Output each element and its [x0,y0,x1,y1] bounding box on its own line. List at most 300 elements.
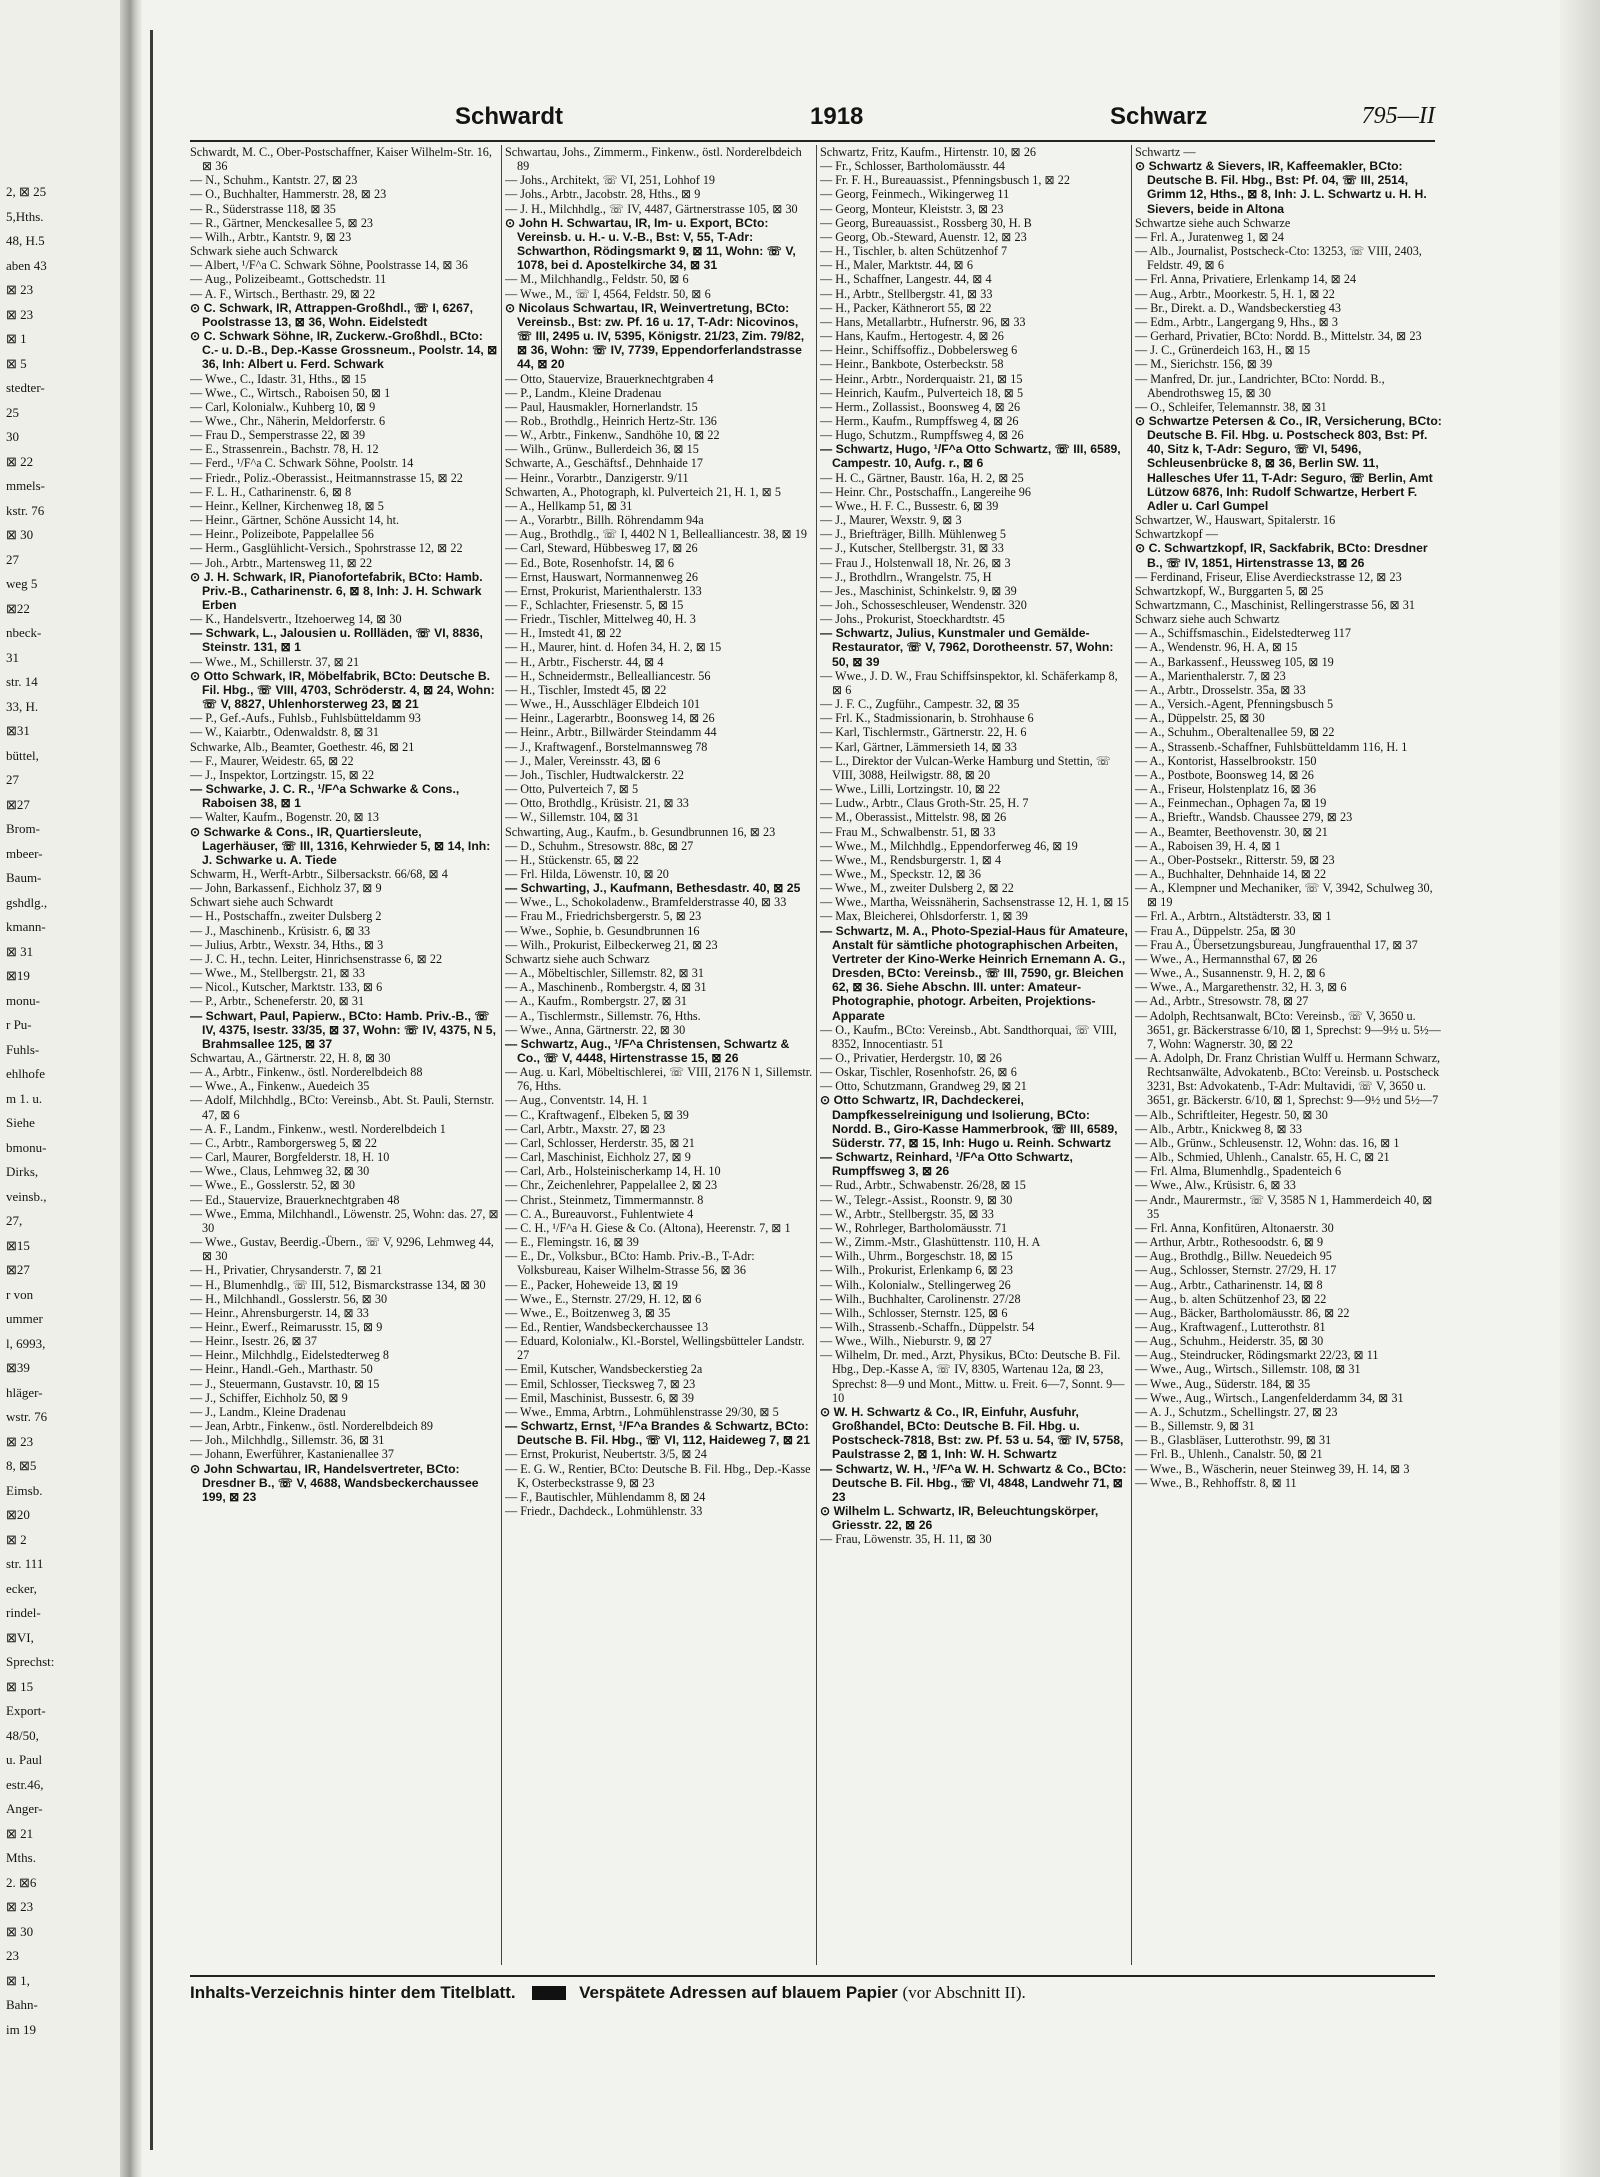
directory-entry: — Alb., Journalist, Postscheck-Cto: 13253, ☏ VIII, 2403, Feldstr. 49, ⊠ 6 [1135,244,1422,273]
directory-entry: — Herm., Zollassist., Boonsweg 4, ⊠ 26 [820,399,1021,414]
directory-entry: — Albert, ¹/F^a C. Schwark Söhne, Poolstrasse 14, ⊠ 36 [190,258,468,273]
previous-page-fragment: 30 [6,429,19,444]
directory-entry: — Frl. Alma, Blumenhdlg., Spadenteich 6 [1135,1164,1342,1179]
directory-entry: Schwarke, Alb., Beamter, Goethestr. 46, ⊠ 21 [190,739,415,754]
directory-entry: — O., Kaufm., BCto: Vereinsb., Abt. Sandthorquai, ☏ VIII, 8352, Innocentiastr. 51 [820,1022,1117,1051]
directory-entry: — P., Arbtr., Scheneferstr. 20, ⊠ 31 [190,994,365,1009]
directory-entry: — Joh., Arbtr., Martensweg 11, ⊠ 22 [190,555,373,570]
previous-page-fragment: ⊠27 [6,796,30,812]
directory-entry: — Julius, Arbtr., Wexstr. 34, Hths., ⊠ 3 [190,937,384,952]
directory-entry: — Oskar, Tischler, Rosenhofstr. 26, ⊠ 6 [820,1065,1017,1080]
directory-entry: — J. H., Milchhdlg., ☏ IV, 4487, Gärtnerstrasse 105, ⊠ 30 [505,201,798,216]
directory-entry: — Wwe., C., Wirtsch., Raboisen 50, ⊠ 1 [190,385,391,400]
header-first-name: Schwardt [455,103,564,130]
directory-entry: — Wwe., Chr., Näherin, Meldorferstr. 6 [190,413,386,428]
directory-entry: — Paul, Hausmakler, Hornerlandstr. 15 [505,399,698,414]
directory-entry: — F., Bautischler, Mühlendamm 8, ⊠ 24 [505,1489,706,1504]
directory-entry: — A., Kontorist, Hasselbrookstr. 150 [1135,753,1317,768]
directory-entry: ⊙ John Schwartau, IR, Handelsvertreter, BCto: Dresdner B., ☏ V, 4688, Wandsbeckerchaussee 199, ⊠ 23 [190,1461,479,1504]
directory-entry: Schwartz, Fritz, Kaufm., Hirtenstr. 10, ⊠ 26 [820,145,1037,159]
directory-entry: — A., Strassenb.-Schaffner, Fuhlsbütteldamm 116, H. 1 [1135,739,1408,754]
directory-entry: ⊙ Wilhelm L. Schwartz, IR, Beleuchtungskörper, Griesstr. 22, ⊠ 26 [820,1504,1099,1533]
previous-page-fragment: 27, [6,1213,23,1228]
directory-entry: — Wwe., Aug., Wirtsch., Sillemstr. 108, ⊠ 31 [1135,1362,1361,1377]
directory-entry: — F. L. H., Catharinenstr. 6, ⊠ 8 [190,484,352,499]
previous-page-fragment: ⊠ 30 [6,1923,34,1939]
previous-page-fragment: ecker, [6,1580,37,1596]
previous-page-fragment: ⊠ 21 [6,1825,34,1841]
directory-entry: Schwart siehe auch Schwardt [190,895,334,910]
previous-page-fragment: 27 [6,551,19,567]
directory-entry: — Joh., Tischler, Hudtwalckerstr. 22 [505,767,684,782]
directory-entry: — O., Schleifer, Telemannstr. 38, ⊠ 31 [1135,399,1327,414]
directory-entry: — Wwe., E., Sternstr. 27/29, H. 12, ⊠ 6 [505,1291,702,1306]
page-header [190,95,1435,142]
directory-entry: — A., Feinmechan., Ophagen 7a, ⊠ 19 [1135,796,1327,811]
previous-page-fragment: ⊠27 [6,1262,30,1277]
directory-entry: — M., Milchhandlg., Feldstr. 50, ⊠ 6 [505,272,689,287]
footer-late-addresses-note: Verspätete Adressen auf blauem Papier [579,1983,898,2002]
directory-entry: — Heinrich, Kaufm., Pulverteich 18, ⊠ 5 [820,385,1024,400]
directory-entry: Schwarm, H., Werft-Arbtr., Silbersackstr. 66/68, ⊠ 4 [190,866,448,881]
previous-page-fragment: wstr. 76 [6,1409,48,1424]
directory-entry: — A., Marienthalerstr. 7, ⊠ 23 [1135,668,1286,683]
directory-entry: — Heinr., Ahrensburgerstr. 14, ⊠ 33 [190,1305,369,1320]
directory-entry: — Frau M., Schwalbenstr. 51, ⊠ 33 [820,824,996,839]
directory-entry: — Wwe., H., Ausschläger Elbdeich 101 [505,697,701,712]
previous-page-fragment: nbeck- [6,625,42,640]
directory-entry: Schwardt, M. C., Ober-Postschaffner, Kaiser Wilhelm-Str. 16, ⊠ 36 [190,145,492,174]
directory-entry: — Wwe., J. D. W., Frau Schiffsinspektor, kl. Schäferkamp 8, ⊠ 6 [820,668,1118,697]
previous-page-fragment: Baum- [6,870,42,885]
directory-entry: — Schwartz, M. A., Photo-Spezial-Haus für Amateure, Anstalt für sämtliche photographischen Arbeiten, Vertreter der Kino-Werke Heinrich Ernemann A. G., Dresden, BCto: Vereinsb., ☏ III, 7590, gr. Bleichen 62, ⊠ 36. Siehe Abschn. III. unter: Amateur-Photographie, photogr. Arbeiten, Projektions-Apparate [820,923,1128,1023]
page-number: 795—II [1361,103,1435,129]
directory-entry: — Wwe., Wilh., Nieburstr. 9, ⊠ 27 [820,1334,992,1349]
directory-entry: — Adolph, Rechtsanwalt, BCto: Vereinsb., ☏ V, 3650 u. 3651, gr. Bäckerstrasse 6/10, ⊠ 1, Sprechst: 9—9½ u. 5½—7, Wohn: Wagnerstr. 30, ⊠ 22 [1135,1008,1441,1051]
previous-page-fragment: 25 [6,404,19,420]
directory-entry: — Nicol., Kutscher, Marktstr. 133, ⊠ 6 [190,980,383,995]
directory-entry: — H., Blumenhdlg., ☏ III, 512, Bismarckstrasse 134, ⊠ 30 [190,1277,486,1292]
previous-page-fragment: ⊠20 [6,1507,30,1522]
previous-page-fragment: r Pu- [6,1017,32,1032]
directory-columns [190,145,1442,1965]
directory-entry: — A. J., Schutzm., Schellingstr. 27, ⊠ 23 [1135,1404,1338,1419]
previous-page-edge [0,0,120,2177]
directory-entry: — H., Arbtr., Stellbergstr. 41, ⊠ 33 [820,286,993,301]
directory-entry: — Schwart, Paul, Papierw., BCto: Hamb. Priv.-B., ☏ IV, 4375, Isestr. 33/35, ⊠ 37, Wohn: ☏ IV, 4375, N 5, Brahmsallee 125, ⊠ 37 [190,1008,496,1051]
previous-page-fragment: Fuhls- [6,1041,40,1057]
directory-entry: Schwartzer, W., Hauswart, Spitalerstr. 16 [1135,513,1336,528]
directory-entry: — W., Telegr.-Assist., Roonstr. 9, ⊠ 30 [820,1192,1013,1207]
previous-page-fragment: 23 [6,1948,19,1963]
directory-entry: — K., Handelsvertr., Itzehoerweg 14, ⊠ 30 [190,612,402,627]
directory-entry: — Schwartz, Julius, Kunstmaler und Gemälde-Restaurator, ☏ V, 7962, Dorotheenstr. 57, Wohn: 50, ⊠ 39 [820,626,1114,669]
right-page-edge [1560,0,1600,2177]
directory-entry: ⊙ Otto Schwartz, IR, Dachdeckerei, Dampfkesselreinigung und Isolierung, BCto: Nordd. B., Giro-Kasse Hammerbrook, ☏ III, 6589, Süderstr. 77, ⊠ 15, Inh: Hugo u. Reinh. Schwartz [820,1093,1118,1150]
directory-entry: — Eduard, Kolonialw., Kl.-Borstel, Wellingsbütteler Landstr. 27 [505,1334,805,1363]
previous-page-fragment: ⊠ 23 [6,306,34,322]
directory-entry: — Johann, Ewerführer, Kastanienallee 37 [190,1447,394,1462]
directory-entry: — Wwe., C., Idastr. 31, Hths., ⊠ 15 [190,371,367,386]
directory-entry: — H., Maler, Marktstr. 44, ⊠ 6 [820,258,973,273]
previous-page-fragment: 27 [6,772,19,787]
directory-entry: — Jes., Maschinist, Schinkelstr. 9, ⊠ 39 [820,583,1017,598]
previous-page-fragment: l, 6993, [6,1335,46,1351]
footer-index-note: Inhalts-Verzeichnis hinter dem Titelblatt. [190,1983,516,2002]
directory-entry: — Carl, Arb., Holsteinischerkamp 14, H. 10 [505,1164,721,1179]
directory-entry: — Christ., Steinmetz, Timmermannstr. 8 [505,1192,704,1207]
column-3 [820,145,1130,1965]
directory-entry: — Wwe., Emma, Arbtrn., Lohmühlenstrasse 29/30, ⊠ 5 [505,1404,779,1419]
column-4 [1135,145,1445,1965]
directory-entry: — Heinr., Ewerf., Reimarusstr. 15, ⊠ 9 [190,1319,383,1334]
directory-entry: — B., Glasbläser, Lutterothstr. 99, ⊠ 31 [1135,1433,1332,1448]
directory-entry: — Wwe., A., Hermannsthal 67, ⊠ 26 [1135,951,1318,966]
directory-entry: — Frau A., Düppelstr. 25a, ⊠ 30 [1135,923,1296,938]
directory-entry: — Schwartz, Reinhard, ¹/F^a Otto Schwartz, Rumpffsweg 3, ⊠ 26 [820,1150,1073,1179]
directory-entry: — Alb., Schriftleiter, Hegestr. 50, ⊠ 30 [1135,1107,1328,1122]
previous-page-fragment: str. 111 [6,1556,44,1571]
directory-entry: — Hugo, Schutzm., Rumpffsweg 4, ⊠ 26 [820,428,1024,443]
directory-entry: — Frau A., Übersetzungsbureau, Jungfrauenthal 17, ⊠ 37 [1135,937,1418,952]
directory-entry: — A., Maschinenb., Rombergstr. 4, ⊠ 31 [505,980,707,995]
directory-entry: — A., Arbtr., Finkenw., östl. Norderelbdeich 88 [190,1065,423,1080]
directory-entry: — C. A., Bureauvorst., Fuhlentwiete 4 [505,1206,694,1221]
previous-page-fragment: 48/50, [6,1727,39,1743]
directory-entry: ⊙ C. Schwark Söhne, IR, Zuckerw.-Großhdl., BCto: C.- u. D.-B., Dep.-Kasse Grossneum., Poolstr. 14, ⊠ 36, Inh: Albert u. Ferd. Schwark [190,329,498,372]
directory-entry: — Fr., Schlosser, Bartholomäusstr. 44 [820,159,1006,174]
previous-page-fragment: 31 [6,649,19,665]
directory-entry: ⊙ C. Schwark, IR, Attrappen-Großhdl., ☏ I, 6267, Poolstrasse 13, ⊠ 36, Wohn. Eidelstedt [190,300,474,329]
directory-entry: — H., Imstedt 41, ⊠ 22 [505,626,622,641]
directory-entry: ⊙ W. H. Schwartz & Co., IR, Einfuhr, Ausfuhr, Großhandel, BCto: Deutsche B. Fil. Hbg. u. Postscheck-7818, Bst: zw. Pf. 53 u. 54, ☏ IV, 5758, Paulstrasse 2, ⊠ 1, Inh: W. H. Schwartz [820,1404,1124,1462]
previous-page-fragment: 2, ⊠ 25 [6,184,47,199]
directory-entry: Schwartzmann, C., Maschinist, Rellingerstrasse 56, ⊠ 31 [1135,598,1415,612]
directory-entry: — H., Schneidermstr., Bellealliancestr. 56 [505,668,711,683]
previous-page-fragment: ⊠15 [6,1237,30,1253]
previous-page-fragment: ⊠ 30 [6,527,34,542]
previous-page-fragment: 2. ⊠6 [6,1874,37,1890]
previous-page-fragment: ⊠VI, [6,1629,34,1645]
directory-entry: — F., Maurer, Weidestr. 65, ⊠ 22 [190,753,354,768]
directory-entry: — Aug., Schuhm., Heiderstr. 35, ⊠ 30 [1135,1334,1324,1349]
directory-entry: — A., Tischlermstr., Sillemstr. 76, Hths. [505,1008,701,1023]
directory-entry: — A. F., Wirtsch., Berthastr. 29, ⊠ 22 [190,286,376,301]
directory-entry: — Manfred, Dr. jur., Landrichter, BCto: Nordd. B., Abendrothsweg 15, ⊠ 30 [1135,371,1385,400]
directory-entry: — Rob., Brothdlg., Heinrich Hertz-Str. 136 [505,413,717,428]
directory-entry: — Wwe., M., Speckstr. 12, ⊠ 36 [820,866,981,881]
previous-page-fragment: gshdlg., [6,894,48,910]
directory-entry: — Alb., Grünw., Schleusenstr. 12, Wohn: das. 16, ⊠ 1 [1135,1135,1400,1150]
directory-entry: — Frl. B., Uhlenh., Canalstr. 50, ⊠ 21 [1135,1447,1323,1462]
previous-page-fragment: ⊠ 23 [6,1433,34,1449]
directory-entry: — H., Tischler, b. alten Schützenhof 7 [820,244,1008,259]
directory-entry: — A., Ober-Postsekr., Ritterstr. 59, ⊠ 23 [1135,852,1335,867]
directory-entry: — Carl, Schlosser, Herderstr. 35, ⊠ 21 [505,1135,695,1150]
directory-entry: — Alb., Arbtr., Knickweg 8, ⊠ 33 [1135,1121,1302,1136]
directory-entry: — H., Postschaffn., zweiter Dulsberg 2 [190,909,382,924]
directory-entry: — H. C., Gärtner, Baustr. 16a, H. 2, ⊠ 25 [820,470,1024,485]
previous-page-fragment: Mths. [6,1850,36,1865]
directory-entry: — A., Vorarbtr., Billh. Röhrendamm 94a [505,513,704,528]
directory-entry: Schwartze siehe auch Schwarze [1135,215,1291,230]
footer-section-note: (vor Abschnitt II). [902,1983,1026,2002]
directory-entry: — Aug., Arbtr., Moorkestr. 5, H. 1, ⊠ 22 [1135,286,1335,301]
directory-entry: — H., Privatier, Chrysanderstr. 7, ⊠ 21 [190,1263,383,1278]
directory-entry: — A., Schuhm., Oberaltenallee 59, ⊠ 22 [1135,725,1335,740]
directory-entry: — Schwarting, J., Kaufmann, Bethesdastr. 40, ⊠ 25 [505,881,801,896]
directory-entry: — John, Barkassenf., Eichholz 37, ⊠ 9 [190,881,382,896]
directory-entry: — C., Kraftwagenf., Elbeken 5, ⊠ 39 [505,1107,689,1122]
directory-entry: — Gerhard, Privatier, BCto: Nordd. B., Mittelstr. 34, ⊠ 23 [1135,329,1422,344]
directory-entry: ⊙ John H. Schwartau, IR, Im- u. Export, BCto: Vereinsb. u. H.- u. V.-B., Bst: V, 55, T-Adr: Schwarthon, Rödingsmarkt 9, ⊠ 11, Wohn: ☏ V, 1078, bei d. Apostelkirche 34, ⊠ 31 [505,215,796,273]
directory-entry: — Joh., Milchhdlg., Sillemstr. 36, ⊠ 31 [190,1433,385,1448]
directory-entry: — Heinr., Polizeibote, Pappelallee 56 [190,527,374,542]
directory-entry: — A., Postbote, Boonsweg 14, ⊠ 26 [1135,767,1314,782]
directory-entry: — Wilh., Prokurist, Eilbeckerweg 21, ⊠ 23 [505,937,718,952]
previous-page-fragment: mmels- [6,478,45,493]
previous-page-fragment: 8, ⊠5 [6,1458,37,1473]
previous-page-fragment: r von [6,1286,34,1302]
previous-page-fragment: Export- [6,1703,46,1718]
previous-page-fragment: estr.46, [6,1776,44,1792]
directory-entry: — W., Arbtr., Stellbergstr. 35, ⊠ 33 [820,1206,994,1221]
previous-page-fragment: Siehe [6,1115,35,1130]
directory-entry: — Wilhelm, Dr. med., Arzt, Physikus, BCto: Deutsche B. Fil. Hbg., Dep.-Kasse A, ☏ IV, 8305, Wartenau 12a, ⊠ 23, Sprechst: 8—9 und Mont., Mittw. u. Freit. 6—7, Sonnt. 9—10 [820,1348,1125,1405]
directory-entry: — E., Packer, Hoheweide 13, ⊠ 19 [505,1277,678,1292]
directory-entry: — Heinr. Chr., Postschaffn., Langereihe 96 [820,484,1031,499]
directory-entry: — J., Maschinenb., Krüsistr. 6, ⊠ 33 [190,923,371,938]
directory-entry: — A., Friseur, Holstenplatz 16, ⊠ 36 [1135,782,1317,797]
directory-entry: — Johs., Prokurist, Stoeckhardtstr. 45 [820,612,1005,627]
directory-entry: Schwartz siehe auch Schwarz [505,951,650,966]
directory-entry: — E., Strassenrein., Bachstr. 78, H. 12 [190,442,379,457]
directory-entry: — Aug., Kraftwagenf., Lutterothstr. 81 [1135,1319,1326,1334]
directory-entry: — Schwartz, Aug., ¹/F^a Christensen, Schwartz & Co., ☏ V, 4448, Hirtenstrasse 15, ⊠ 26 [505,1036,790,1065]
directory-entry: — Joh., Schosseschleuser, Wendenstr. 320 [820,598,1027,612]
directory-entry: — Ed., Stauervize, Brauerknechtgraben 48 [190,1192,400,1207]
previous-page-fragment: 5,Hths. [6,208,44,224]
directory-entry: ⊙ Nicolaus Schwartau, IR, Weinvertretung, BCto: Vereinsb., Bst: zw. Pf. 16 u. 17, T-Adr: Nicovinos, ☏ III, 2495 u. IV, 5395, Königstr. 21/23, Zim. 79/82, ⊠ 36, Wohn: ☏ IV, 7739, Eppendorferlandstrasse 44, ⊠ 20 [505,300,805,372]
directory-entry: — Heinr., Lagerarbtr., Boonsweg 14, ⊠ 26 [505,711,715,726]
previous-page-fragment: ummer [6,1311,43,1326]
previous-page-fragment: Eimsb. [6,1482,43,1498]
directory-entry: — Wwe., Emma, Milchhandl., Löwenstr. 25, Wohn: das. 27, ⊠ 30 [190,1206,499,1235]
previous-page-fragment: bmonu- [6,1139,47,1155]
directory-entry: — Ernst, Prokurist, Neubertstr. 3/5, ⊠ 24 [505,1447,707,1462]
directory-entry: — Wwe., A., Finkenw., Auedeich 35 [190,1079,370,1094]
directory-entry: Schwartzkopf — [1135,527,1218,542]
directory-entry: — A., Düppelstr. 25, ⊠ 30 [1135,711,1265,726]
directory-entry: — Heinr., Arbtr., Billwärder Steindamm 44 [505,725,717,740]
previous-page-fragment: ⊠ 31 [6,943,34,959]
previous-page-fragment: stedter- [6,380,45,395]
directory-entry: Schwark siehe auch Schwarck [190,244,338,259]
directory-entry: — Aug., Brothdlg., Billw. Neuedeich 95 [1135,1249,1332,1264]
column-divider [816,145,817,1965]
book-gutter [120,0,142,2177]
directory-entry: — Wwe., Sophie, b. Gesundbrunnen 16 [505,923,700,938]
directory-entry: — Aug., Schlosser, Sternstr. 27/29, H. 17 [1135,1263,1337,1278]
directory-entry: — A. Adolph, Dr. Franz Christian Wulff u. Hermann Schwarz, Rechtsanwälte, Advokatenb., BCto: Vereinsb. u. Postscheck 3231, Bst: Advokatenb., T-Adr: Multavidi, ☏ V, 3650 u. 3651, gr. Bäckerstr. 6/10, ⊠ 1, Sprechst: 9—9½ und 5½—7 [1135,1051,1441,1108]
directory-entry: — E., Dr., Volksbur., BCto: Hamb. Priv.-B., T-Adr: Volksbureau, Kaiser Wilhelm-Strasse 56, ⊠ 36 [505,1249,755,1278]
directory-entry: — H., Stückenstr. 65, ⊠ 22 [505,852,639,867]
previous-page-fragment: ⊠ 5 [6,355,27,371]
directory-entry: — A., Klempner und Mechaniker, ☏ V, 3942, Schulweg 30, ⊠ 19 [1135,881,1433,910]
page-border-line [150,30,153,2150]
directory-entry: — E. G. W., Rentier, BCto: Deutsche B. Fil. Hbg., Dep.-Kasse K, Osterbeckstrasse 9, ⊠ 23 [505,1461,811,1490]
header-year: 1918 [810,103,864,130]
directory-entry: — Karl, Gärtner, Lämmersieth 14, ⊠ 33 [820,739,1017,754]
directory-entry: — A., Barkassenf., Heussweg 105, ⊠ 19 [1135,654,1334,669]
directory-entry: — Wwe., M., Milchhdlg., Eppendorferweg 46, ⊠ 19 [820,838,1078,853]
directory-entry: — Aug. u. Karl, Möbeltischlerei, ☏ VIII, 2176 N 1, Sillemstr. 76, Hths. [505,1065,813,1094]
previous-page-fragment: m 1. u. [6,1090,43,1106]
directory-entry: — Arthur, Arbtr., Rothesoodstr. 6, ⊠ 9 [1135,1235,1324,1250]
directory-entry: — Wwe., Gustav, Beerdig.-Übern., ☏ V, 9296, Lehmweg 44, ⊠ 30 [190,1235,494,1264]
directory-entry: ⊙ Schwartze Petersen & Co., IR, Versicherung, BCto: Deutsche B. Fil. Hbg. u. Postscheck 803, Bst: Pf. 40, Sitz k, T-Adr: Seguro, ☏ VI, 5496, Schleusenbrücke 8, ⊠ 36, Berlin SW. 11, Hallesches Ufer 11, T-Adr: Seguro, ☏ Berlin, Amt Lützow 6876, Inh: Rudolf Schwartze, Herbert F. Adler u. Carl Gumpel [1135,413,1442,513]
directory-entry: — Schwartz, Ernst, ¹/F^a Brandes & Schwartz, BCto: Deutsche B. Fil. Hbg., ☏ VI, 112, Haideweg 7, ⊠ 21 [505,1419,810,1448]
directory-entry: — Georg, Ob.-Steward, Auenstr. 12, ⊠ 23 [820,229,1027,244]
directory-entry: — D., Schuhm., Stresowstr. 88c, ⊠ 27 [505,838,694,853]
previous-page-fragment: 48, H.5 [6,233,45,248]
directory-entry: — Ernst, Hauswart, Normannenweg 26 [505,569,698,584]
directory-entry: — Aug., Arbtr., Catharinenstr. 14, ⊠ 8 [1135,1277,1323,1292]
directory-entry: — J., Brothdlrn., Wrangelstr. 75, H [820,569,992,584]
directory-entry: — Frau, Löwenstr. 35, H. 11, ⊠ 30 [820,1532,992,1547]
previous-page-fragment: weg 5 [6,576,38,591]
previous-page-fragment: str. 14 [6,674,38,689]
directory-entry: — Wilh., Uhrm., Borgeschstr. 18, ⊠ 15 [820,1249,1013,1264]
directory-entry: — P., Gef.-Aufs., Fuhlsb., Fuhlsbütteldamm 93 [190,711,421,726]
directory-entry: — Johs., Arbtr., Jacobstr. 28, Hths., ⊠ 9 [505,187,701,202]
previous-page-fragment: ⊠ 15 [6,1678,34,1694]
column-divider [501,145,502,1965]
directory-entry: — Herm., Kaufm., Rumpffsweg 4, ⊠ 26 [820,413,1019,428]
directory-entry: ⊙ C. Schwartzkopf, IR, Sackfabrik, BCto: Dresdner B., ☏ IV, 1851, Hirtenstrasse 13, ⊠ 26 [1135,541,1428,570]
directory-entry: — Herm., Gasglühlicht-Versich., Spohrstrasse 12, ⊠ 22 [190,541,463,556]
directory-entry: — J., Kutscher, Stellbergstr. 31, ⊠ 33 [820,541,1004,556]
previous-page-fragment: rindel- [6,1605,41,1620]
column-divider [1131,145,1132,1965]
directory-entry: — Otto, Brothdlg., Krüsistr. 21, ⊠ 33 [505,796,689,811]
directory-entry: — Wwe., M., ☏ I, 4564, Feldstr. 50, ⊠ 6 [505,286,711,301]
directory-entry: — A., Hellkamp 51, ⊠ 31 [505,498,633,513]
directory-entry: — Wwe., M., zweiter Dulsberg 2, ⊠ 22 [820,881,1014,896]
directory-entry: — J., Maler, Vereinsstr. 43, ⊠ 6 [505,753,661,768]
directory-entry: — J., Landm., Kleine Dradenau [190,1404,346,1419]
directory-entry: — Carl, Steward, Hübbesweg 17, ⊠ 26 [505,541,698,556]
directory-entry: — E., Flemingstr. 16, ⊠ 39 [505,1235,639,1250]
previous-page-fragment: ehlhofe [6,1066,45,1081]
directory-entry: — W., Rohrleger, Bartholomäusstr. 71 [820,1220,1008,1235]
directory-entry: — Wwe., Lilli, Lortzingstr. 10, ⊠ 22 [820,782,1001,797]
directory-entry: — J., Kraftwagenf., Borstelmannsweg 78 [505,739,708,754]
directory-entry: — Br., Direkt. a. D., Wandsbeckerstieg 43 [1135,300,1341,315]
directory-entry: — Frl. K., Stadmissionarin, b. Strohhause 6 [820,711,1034,726]
directory-entry: — J. F. C., Zugführ., Campestr. 32, ⊠ 35 [820,697,1020,712]
directory-entry: — Hans, Kaufm., Hertogestr. 4, ⊠ 26 [820,329,1004,344]
directory-entry: — R., Süderstrasse 118, ⊠ 35 [190,201,336,216]
directory-entry: — C. H., ¹/F^a H. Giese & Co. (Altona), Heerenstr. 7, ⊠ 1 [505,1220,791,1235]
directory-entry: — Hans, Metallarbtr., Hufnerstr. 96, ⊠ 33 [820,314,1026,329]
directory-entry: — J., Briefträger, Billh. Mühlenweg 5 [820,527,1007,542]
directory-entry: — A., Möbeltischler, Sillemstr. 82, ⊠ 31 [505,966,704,981]
directory-entry: — Frl. Anna, Privatiere, Erlenkamp 14, ⊠ 24 [1135,272,1357,287]
directory-entry: Schwartz — [1135,145,1196,159]
previous-page-fragment: ⊠ 22 [6,453,34,469]
previous-page-fragment: ⊠19 [6,968,30,983]
directory-entry: ⊙ Schwartz & Sievers, IR, Kaffeemakler, BCto: Deutsche B. Fil. Hbg., Bst: Pf. 04, ☏ III, 2514, Grimm 12, Hths., ⊠ 8, Inh: J. L. Schwartz u. H. H. Sievers, beide in Altona [1135,159,1427,216]
directory-entry: — Wwe., Martha, Weissnäherin, Sachsenstrasse 12, H. 1, ⊠ 15 [820,895,1129,910]
directory-entry: — Frl. A., Juratenweg 1, ⊠ 24 [1135,229,1284,244]
directory-entry: — Andr., Maurermstr., ☏ V, 3585 N 1, Hammerdeich 40, ⊠ 35 [1135,1192,1433,1221]
previous-page-fragment: mbeer- [6,845,43,861]
directory-entry: — Emil, Schlosser, Tiecksweg 7, ⊠ 23 [505,1376,696,1391]
directory-entry: — Heinr., Arbtr., Norderquaistr. 21, ⊠ 15 [820,371,1023,386]
previous-page-fragment: ⊠ 1 [6,331,27,346]
directory-entry: — Schwartz, W. H., ¹/F^a W. H. Schwartz & Co., BCto: Deutsche B. Fil. Hbg., ☏ VI, 4848, Landwehr 71, ⊠ 23 [820,1461,1127,1504]
previous-page-fragment: büttel, [6,747,39,763]
directory-entry: — Wwe., M., Stellbergstr. 21, ⊠ 33 [190,966,365,981]
directory-entry: — W., Zimm.-Mstr., Glashüttenstr. 110, H. A [820,1235,1041,1250]
directory-entry: — Alb., Schmied, Uhlenh., Canalstr. 65, H. C, ⊠ 21 [1135,1150,1390,1165]
directory-entry: — A., Arbtr., Drosselstr. 35a, ⊠ 33 [1135,682,1306,697]
directory-entry: — Ad., Arbtr., Stresowstr. 78, ⊠ 27 [1135,994,1309,1009]
previous-page-fragment: kmann- [6,919,46,934]
directory-entry: Schwarte, A., Geschäftsf., Dehnhaide 17 [505,456,703,471]
previous-page-fragment: ⊠22 [6,600,30,616]
directory-entry: — Max, Bleicherei, Ohlsdorferstr. 1, ⊠ 39 [820,909,1028,924]
directory-entry: — Georg, Bureauassist., Rossberg 30, H. B [820,215,1032,230]
directory-entry: ⊙ Otto Schwark, IR, Möbelfabrik, BCto: Deutsche B. Fil. Hbg., ☏ VIII, 4703, Schröderstr. 4, ⊠ 24, Wohn: ☏ V, 8827, Uhlenhorsterweg 23, ⊠ 21 [190,668,495,712]
column-1 [190,145,500,1965]
directory-entry: — Ernst, Prokurist, Marienthalerstr. 133 [505,583,702,598]
previous-page-fragment: aben 43 [6,257,47,273]
directory-entry: — Wwe., E., Gosslerstr. 52, ⊠ 30 [190,1178,356,1193]
directory-entry: — Schwartz, Hugo, ¹/F^a Otto Schwartz, ☏ III, 6589, Campestr. 10, Aufg. r., ⊠ 6 [820,442,1121,471]
directory-entry: — Schwarke, J. C. R., ¹/F^a Schwarke & Cons., Raboisen 38, ⊠ 1 [190,782,460,811]
previous-page-fragment: 33, H. [6,698,39,714]
directory-entry: — Walter, Kaufm., Bogenstr. 20, ⊠ 13 [190,810,379,825]
directory-entry: — Karl, Tischlermstr., Gärtnerstr. 22, H. 6 [820,725,1027,740]
previous-page-fragment: Dirks, [6,1164,39,1179]
directory-entry: — P., Landm., Kleine Dradenau [505,385,662,400]
directory-entry: — Ed., Rentier, Wandsbeckerchaussee 13 [505,1319,709,1334]
directory-entry: — Wwe., A., Margarethenstr. 32, H. 3, ⊠ 6 [1135,980,1347,995]
directory-entry: — C., Arbtr., Ramborgersweg 5, ⊠ 22 [190,1135,378,1150]
directory-entry: — Wwe., B., Wäscherin, neuer Steinweg 39, H. 14, ⊠ 3 [1135,1461,1410,1476]
directory-entry: — Frl. Anna, Konfitüren, Altonaerstr. 30 [1135,1220,1334,1235]
directory-entry: — Fr. F. H., Bureauassist., Pfenningsbusch 1, ⊠ 22 [820,173,1070,188]
directory-entry: — H., Milchhandl., Gosslerstr. 56, ⊠ 30 [190,1291,388,1306]
directory-entry: — Wwe., Aug., Wirtsch., Langenfelderdamm 34, ⊠ 31 [1135,1390,1404,1405]
previous-page-fragment: veinsb., [6,1188,47,1204]
directory-entry: — F., Schlachter, Friesenstr. 5, ⊠ 15 [505,598,684,612]
directory-entry: — Heinr., Milchhdlg., Eidelstedterweg 8 [190,1348,390,1363]
directory-entry: — Ludw., Arbtr., Claus Groth-Str. 25, H. 7 [820,796,1029,811]
column-2 [505,145,815,1965]
directory-entry: — Wilh., Prokurist, Erlenkamp 6, ⊠ 23 [820,1263,1013,1278]
directory-entry: — H., Arbtr., Fischerstr. 44, ⊠ 4 [505,654,664,669]
directory-entry: — J., Maurer, Wexstr. 9, ⊠ 3 [820,513,962,528]
directory-entry: — Wwe., Aug., Süderstr. 184, ⊠ 35 [1135,1376,1311,1391]
previous-page-fragment: ⊠ 23 [6,282,34,297]
directory-entry: — Frl. A., Arbtrn., Altstädterstr. 33, ⊠ 1 [1135,909,1332,924]
previous-page-fragment: ⊠31 [6,723,30,738]
directory-entry: — Jean, Arbtr., Finkenw., östl. Norderelbdeich 89 [190,1419,433,1434]
directory-entry: — Wilh., Schlosser, Sternstr. 125, ⊠ 6 [820,1305,1008,1320]
